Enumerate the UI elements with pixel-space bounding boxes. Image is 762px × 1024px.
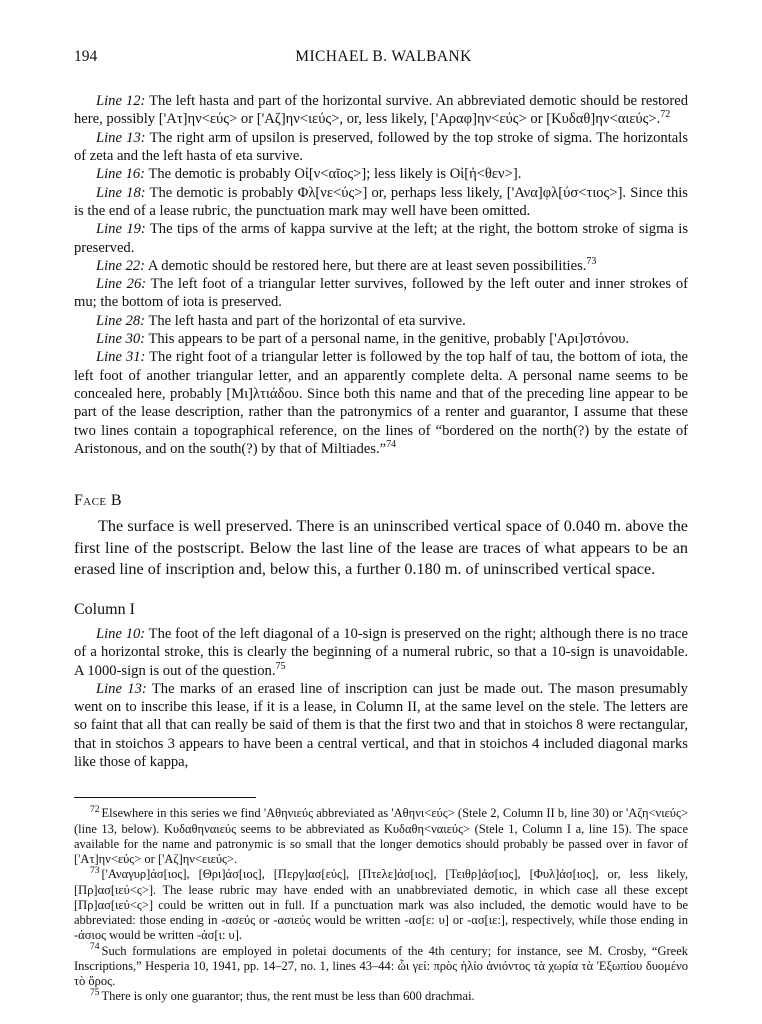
note-col1-line-13 xyxy=(74,680,688,772)
note-label: Line 28: xyxy=(96,312,146,329)
note-line-18 xyxy=(74,184,688,221)
footnote-73 xyxy=(74,867,688,943)
note-text: The right arm of upsilon is preserved, followed by the top stroke of sigma. The horizontals of zeta and the left hasta of eta survive. xyxy=(74,129,688,164)
footnote-text: There is only one guarantor; thus, the rent must be less than 600 drachmai. xyxy=(101,989,475,1004)
note-text: The foot of the left diagonal of a 10-sign is preserved on the right; although there is no trace of a horizontal stroke, this is clearly the beginning of a numeral rubric, so that a 10-sign is unavoidable. A 1000-sign is out of the question. xyxy=(74,625,688,679)
note-text: A demotic should be restored here, but there are at least seven possibilities. xyxy=(145,257,587,274)
column-i-heading: Column I xyxy=(74,600,135,618)
note-text: The demotic is probably Φλ[νε<ύς>] or, perhaps less likely, ['Ανα]φλ[ύσ<τιος>]. Since this is the end of a lease rubric, the punctuation mark may well have been omitted. xyxy=(74,184,688,219)
footnote-ref: 75 xyxy=(275,660,286,672)
note-text: The tips of the arms of kappa survive at the left; at the right, the bottom stroke of sigma is preserved. xyxy=(74,221,688,256)
note-col1-line-10 xyxy=(74,625,688,680)
note-line-22 xyxy=(74,257,688,275)
note-line-12 xyxy=(74,92,688,129)
footnote-74 xyxy=(74,944,688,989)
column-i-notes xyxy=(74,625,688,772)
face-b-heading: Face B xyxy=(74,492,122,510)
note-text: The demotic is probably Οἰ[ν<αῖος>]; less likely is Οἰ[ἠ<θεν>]. xyxy=(145,166,522,183)
footnote-number: 75 xyxy=(90,988,100,999)
footnote-separator xyxy=(74,797,256,798)
note-label: Line 19: xyxy=(96,221,146,238)
footnotes-section xyxy=(74,806,688,1004)
note-text: The left hasta and part of the horizontal survive. An abbreviated demotic should be restored here, possibly ['Ατ]ην<εύς> or ['Αζ]ην<ιεύς>, or, less likely, ['Αραφ]ην<εύς> or [Κυδαθ]ην<αιεύς>. xyxy=(74,93,688,128)
note-text: The marks of an erased line of inscription can just be made out. The mason presumably went on to inscribe this lease, if it is a lease, in Column II, at the same level on the stele. The letters are so faint that all that can really be said of them is that the first two and that in stoichos 8 were rectangular, that in stoichos 3 appears to have been a central vertical, and that in stoichos 4 included diagonal marks like those of kappa, xyxy=(74,680,688,771)
note-label: Line 13: xyxy=(96,129,146,146)
page-header xyxy=(74,48,688,66)
footnote-number: 74 xyxy=(90,942,100,953)
note-label: Line 16: xyxy=(96,166,146,183)
note-label: Line 30: xyxy=(96,331,146,348)
note-text: The left hasta and part of the horizontal of eta survive. xyxy=(145,312,466,329)
note-label: Line 26: xyxy=(96,276,147,293)
footnote-text: ['Αναγυρ]άσ[ιος], [Θρι]άσ[ιος], [Περγ]ασ[εύς], [Πτελε]άσ[ιος], [Τειθρ]άσ[ιος], [Φυλ]άσ[ιος], or, less likely, [Πρ]ασ[ιεύ<ς>]. The lease rubric may have ended with an unabbreviated demotic, in which case all these except [Πρ]ασ[ιεύ<ς>] could be written out in full. If a punctuation mark was also included, the demotic would have to be abbreviated: those ending in -ασεύς or -ασιεύς would be written -ασ[ε: υ] or -ασ[ιε:], respectively, while those ending in -άσιος would be written -άσ[ι: υ]. xyxy=(74,867,688,942)
face-b-paragraph: The surface is well preserved. There is an uninscribed vertical space of 0.040 m. above the first line of the postscript. Below the last line of the lease are traces of what appears to be an erased line of inscription and, below this, a further 0.180 m. of uninscribed vertical space. xyxy=(74,517,688,579)
note-text: The right foot of a triangular letter is followed by the top half of tau, the bottom of iota, the left foot of another triangular letter, and an apparently complete delta. A personal name seems to be concealed here, probably [Μι]λτιάδου. Since both this name and that of the preceding line appear to be part of the lease description, rather than the patronymics of a renter and guarantor, I assume that these two lines contain a topographical reference, on the lines of “bordered on the north(?) by the estate of Aristonous, and on the south(?) by that of Miltiades.” xyxy=(74,349,688,457)
note-text: The left foot of a triangular letter survives, followed by the left outer and inner strokes of mu; the bottom of iota is preserved. xyxy=(74,276,688,311)
footnote-ref: 74 xyxy=(386,439,397,451)
footnote-ref: 72 xyxy=(660,109,671,121)
note-label: Line 13: xyxy=(96,680,147,697)
note-label: Line 10: xyxy=(96,625,146,642)
running-head: MICHAEL B. WALBANK xyxy=(295,48,472,65)
footnote-text: Elsewhere in this series we find 'Αθηνιεύς abbreviated as 'Αθηνι<εύς> (Stele 2, Column II b, line 30) or 'Αζη<νιεύς> (line 13, below). Κυδαθηναιεύς seems to be abbreviated as Κυδαθη<ναιεύς> (Stele 1, Column I a, line 15). The space available for the name and patronymic is so small that the longer demotics should probably be passed over in favor of ['Ατ]ην<εύς> or ['Αζ]ην<ειεύς>. xyxy=(74,806,688,866)
note-line-13 xyxy=(74,129,688,166)
footnote-number: 72 xyxy=(90,805,100,816)
note-line-30 xyxy=(74,330,688,348)
footnote-75 xyxy=(74,989,688,1004)
note-label: Line 12: xyxy=(96,93,146,109)
page-number: 194 xyxy=(74,48,98,65)
note-line-19 xyxy=(74,220,688,257)
note-label: Line 31: xyxy=(96,349,146,366)
note-text: This appears to be part of a personal name, in the genitive, probably ['Αρι]στόνου. xyxy=(145,331,630,348)
footnote-72 xyxy=(74,806,688,867)
note-label: Line 22: xyxy=(96,257,146,274)
note-label: Line 18: xyxy=(96,184,146,201)
note-line-31 xyxy=(74,348,688,458)
note-line-16 xyxy=(74,165,688,183)
footnote-number: 73 xyxy=(90,866,100,877)
note-line-26 xyxy=(74,275,688,312)
footnote-ref: 73 xyxy=(586,255,597,267)
notes-section xyxy=(74,92,688,458)
footnote-text: Such formulations are employed in poletai documents of the 4th century; for instance, see M. Crosby, “Greek Inscriptions,” Hesperia 10, 1941, pp. 14–27, no. 1, lines 43–44: ὧι γεί: πρὸς ἡλίο ἀνιόντος τὰ χωρία τὰ 'Εξωπίου δυομένο τὸ ὄρος. xyxy=(74,943,688,988)
note-line-28 xyxy=(74,312,688,330)
